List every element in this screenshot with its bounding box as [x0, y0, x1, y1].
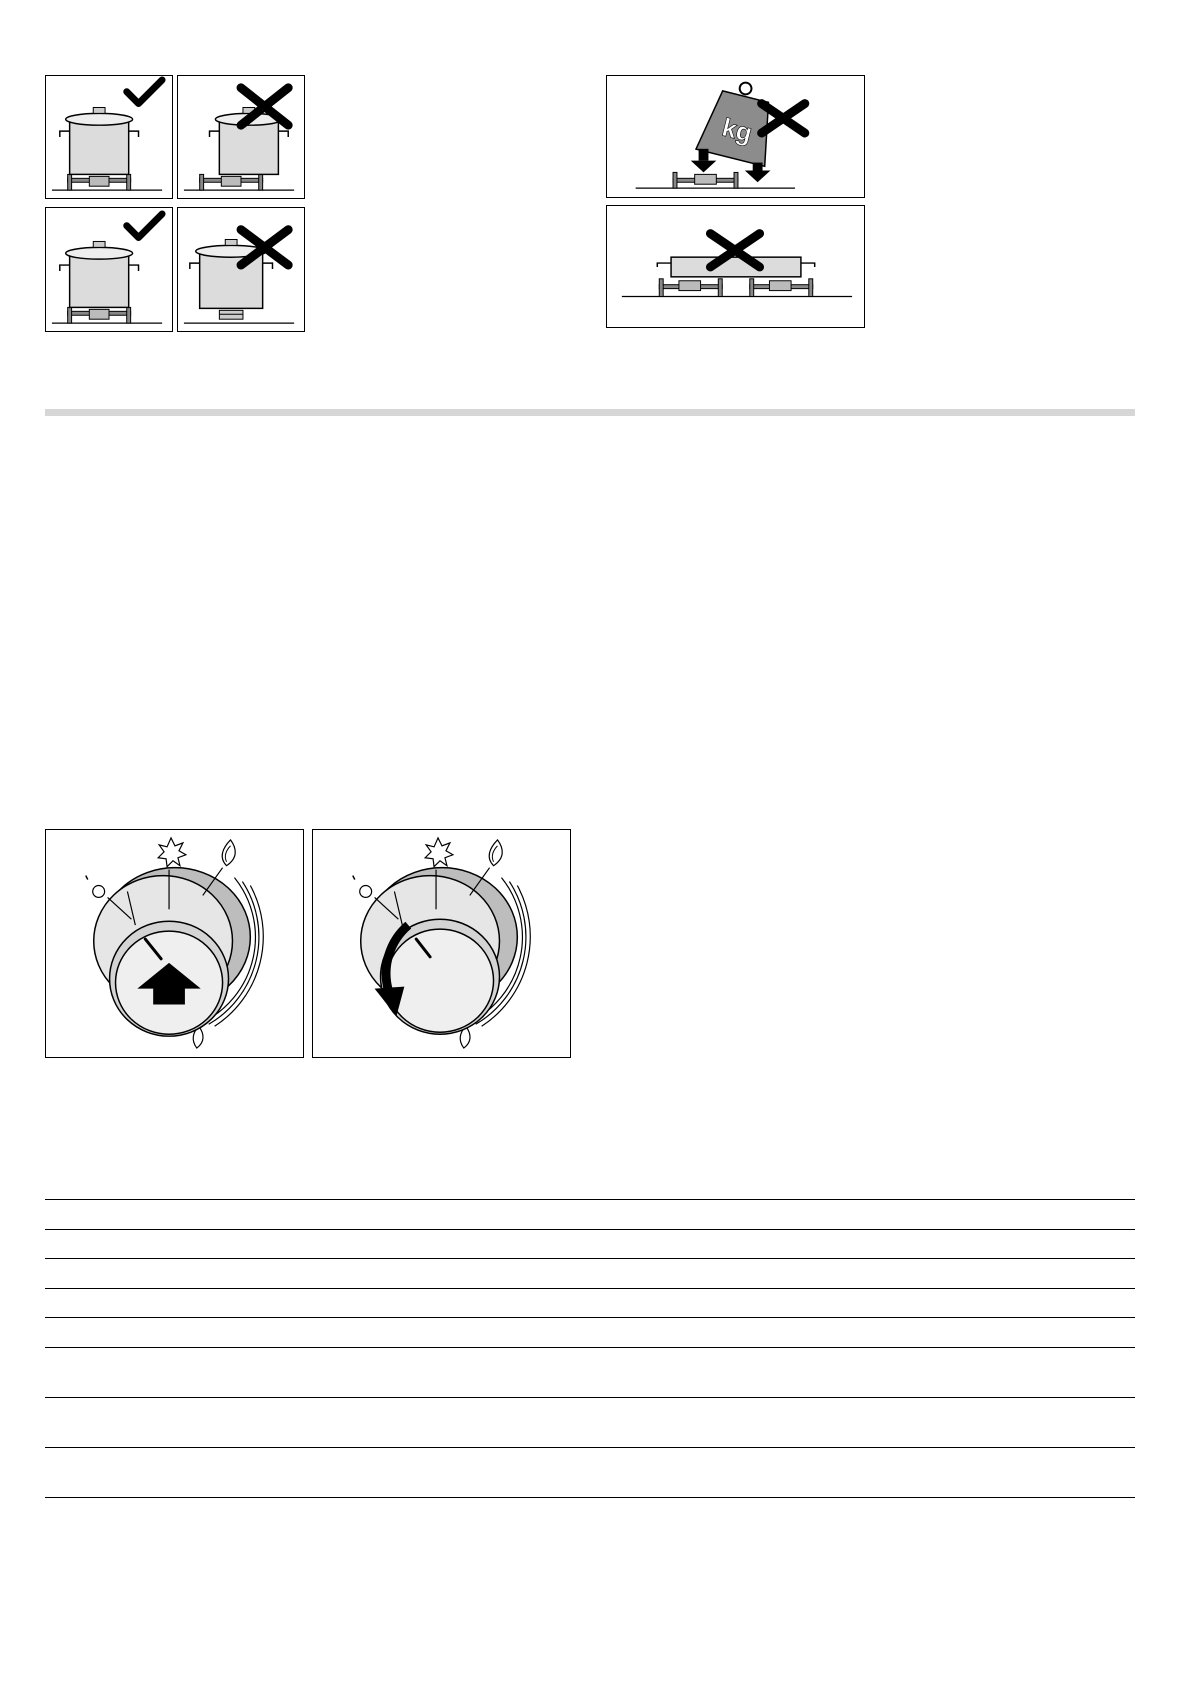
off-mark-icon — [360, 886, 372, 898]
pot-on-wok-ring-illustration — [178, 208, 304, 331]
section-divider — [45, 409, 1135, 416]
panel-no-large-pan-across-burners — [606, 205, 865, 328]
flame-icon — [222, 840, 235, 866]
table-rule — [45, 1258, 1135, 1259]
flame-icon — [489, 840, 502, 866]
pan-icon — [657, 257, 814, 277]
burner-icon — [750, 279, 813, 297]
table-rule — [45, 1317, 1135, 1318]
panel-pot-centered-correct — [45, 75, 173, 199]
panel-no-weight-on-burner — [606, 75, 865, 198]
table-rule — [45, 1447, 1135, 1448]
spark-icon — [425, 838, 453, 867]
pot-icon — [60, 241, 139, 307]
check-icon — [127, 214, 162, 238]
arrow-down-icon — [745, 163, 771, 183]
weight-on-burner-illustration — [607, 76, 864, 197]
pot-on-burner-illustration — [46, 76, 172, 198]
kg-label: kg — [719, 113, 755, 149]
pot-offcenter-illustration — [178, 76, 304, 198]
panel-knob-push — [45, 829, 304, 1058]
burner-icon — [68, 174, 131, 190]
burner-icon — [200, 174, 263, 190]
panel-knob-turn — [312, 829, 571, 1058]
knob-push-illustration — [46, 830, 303, 1057]
panel-pot-on-ring-wrong — [177, 207, 305, 332]
table-rule — [45, 1288, 1135, 1289]
weight-icon — [696, 76, 783, 166]
knob-icon — [361, 868, 518, 1035]
table-rule — [45, 1347, 1135, 1348]
burner-icon — [68, 307, 131, 323]
pan-across-burners-illustration — [607, 206, 864, 327]
burner-icon — [659, 279, 722, 297]
panel-lid-on-correct — [45, 207, 173, 332]
pot-with-lid-illustration — [46, 208, 172, 331]
spark-icon — [158, 838, 186, 867]
check-icon — [127, 80, 162, 104]
table-rule — [45, 1497, 1135, 1498]
table-rule — [45, 1229, 1135, 1230]
pot-icon — [60, 107, 139, 174]
panel-pot-offcenter-wrong — [177, 75, 305, 199]
burner-icon — [673, 172, 738, 188]
off-mark-icon — [93, 886, 105, 898]
table-rule — [45, 1397, 1135, 1398]
knob-turn-illustration — [313, 830, 570, 1057]
table-rule — [45, 1199, 1135, 1200]
